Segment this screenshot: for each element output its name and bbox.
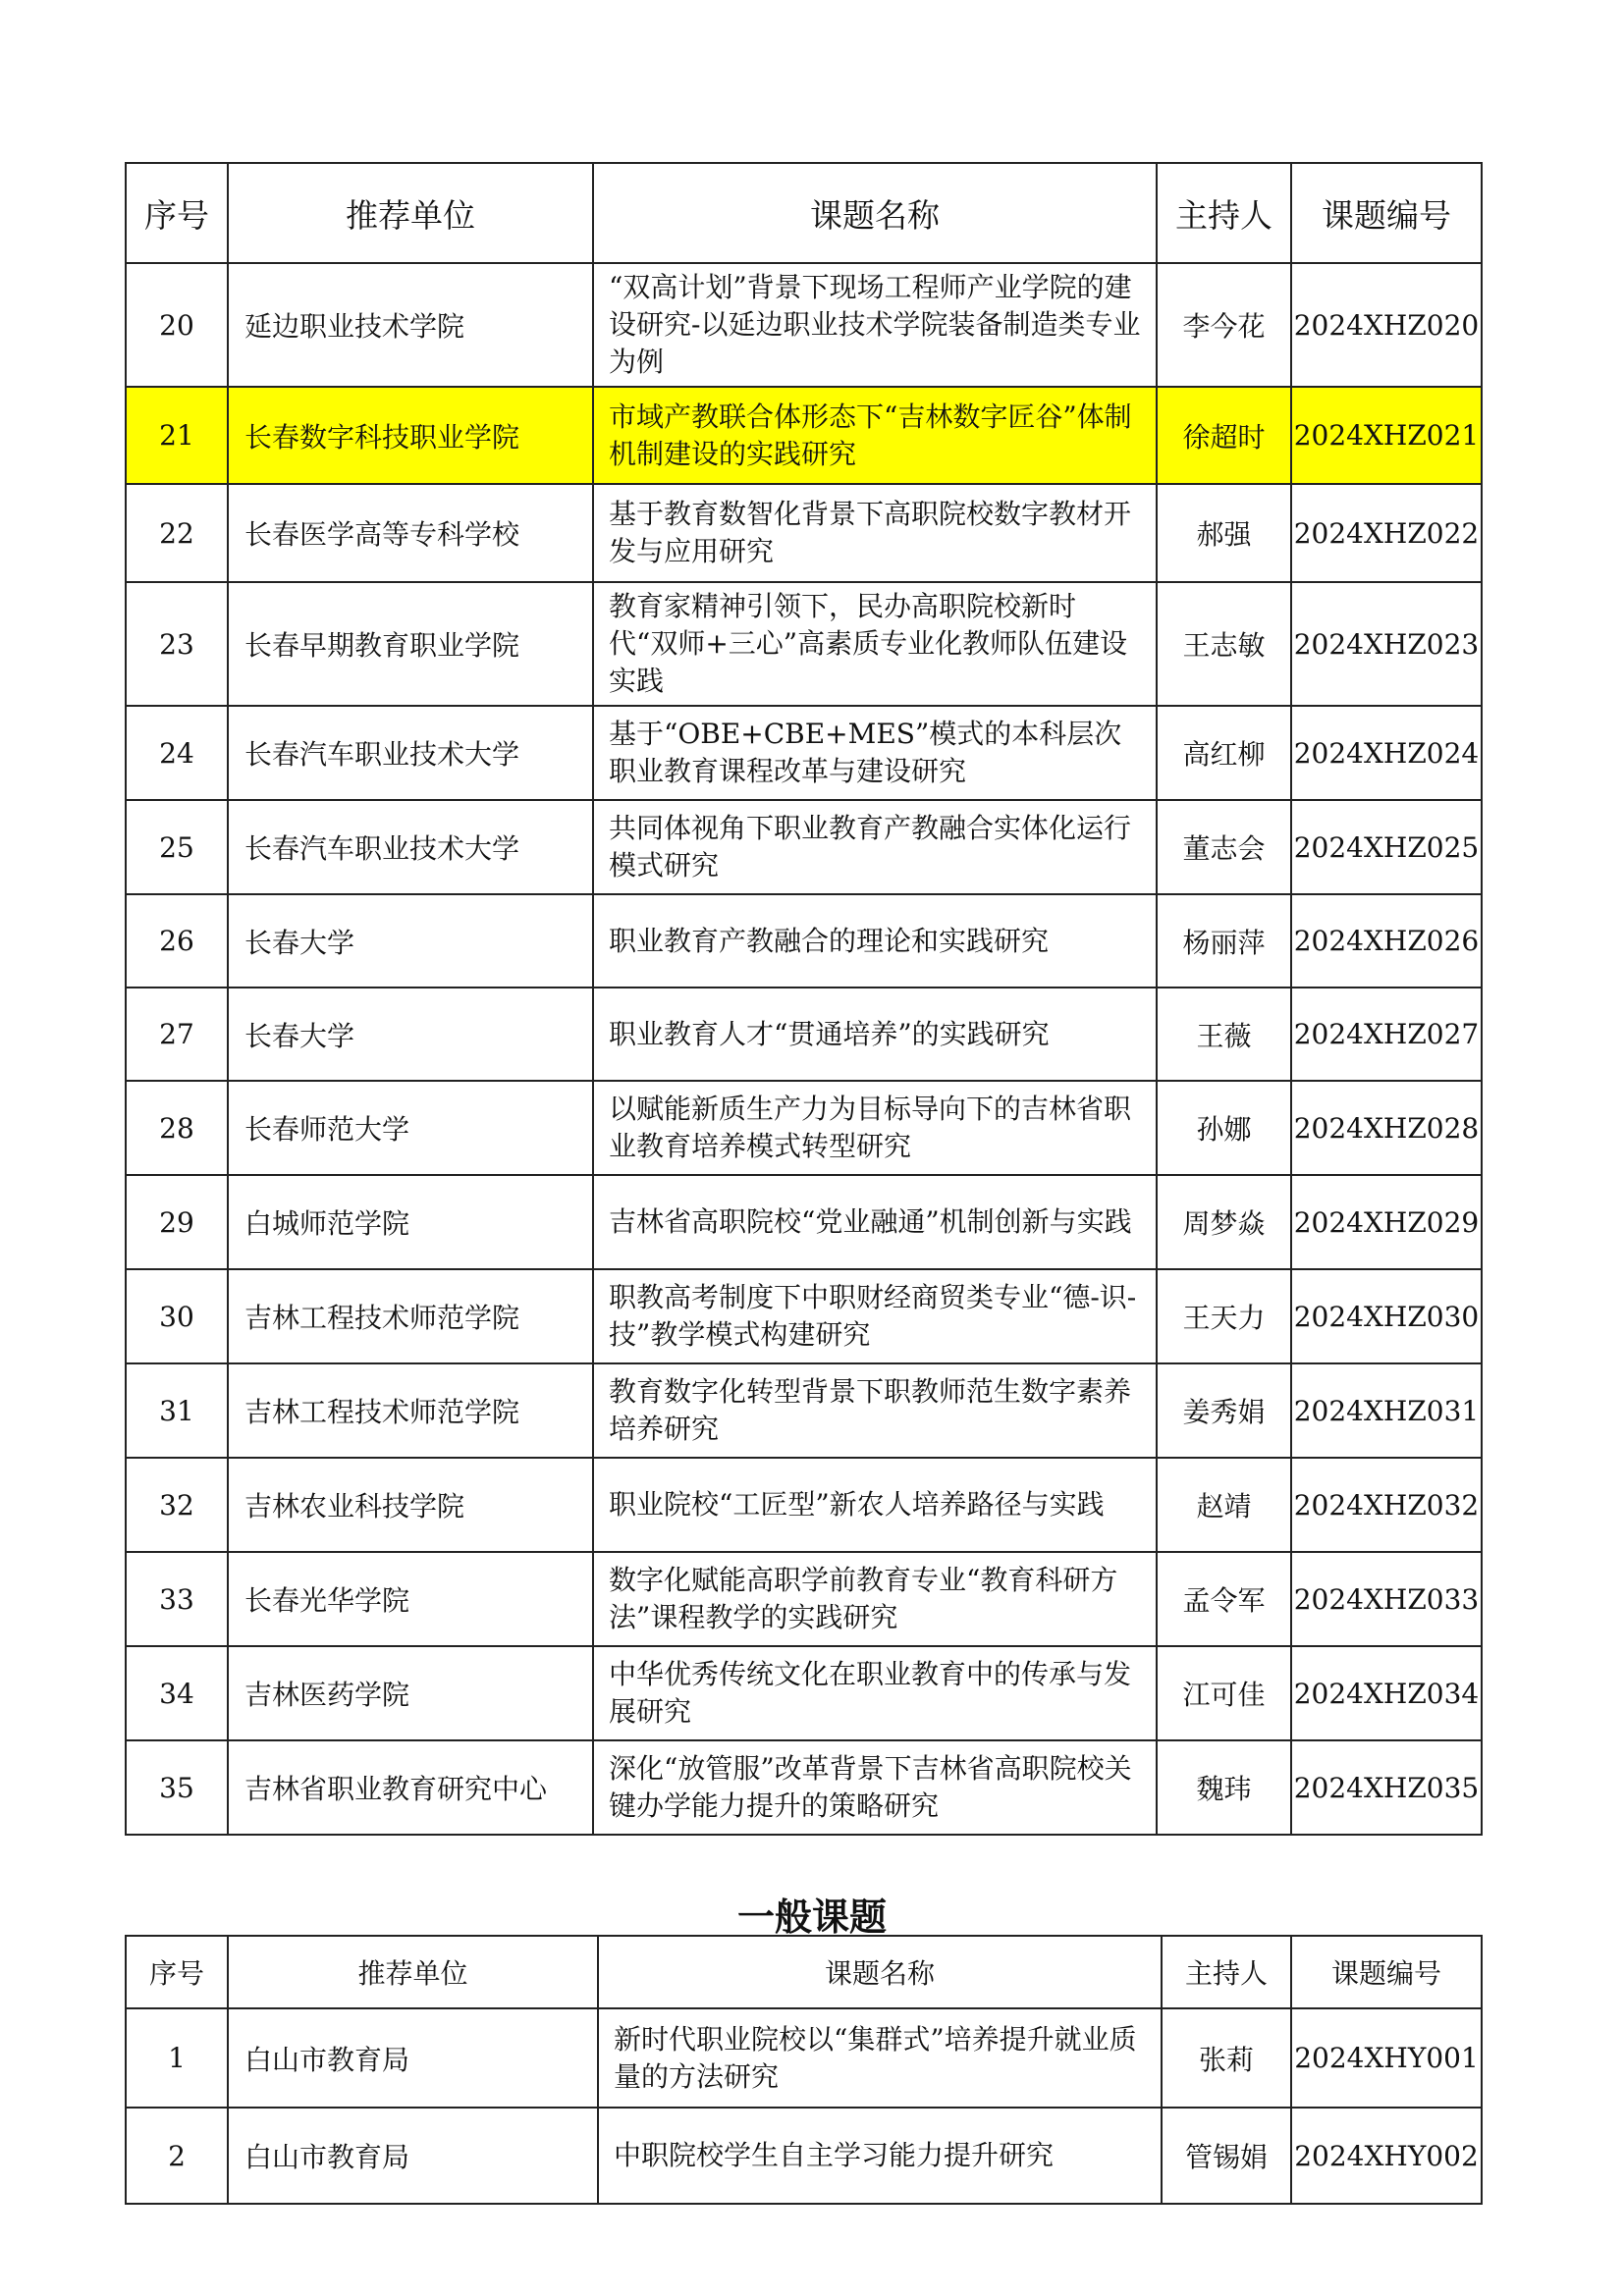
table-header-row: [126, 1936, 1482, 2008]
cell-code: 2024XHZ035: [1291, 1740, 1482, 1835]
header-host: 主持人: [1162, 1936, 1291, 2008]
cell-no: 33: [126, 1552, 228, 1646]
cell-unit: 吉林农业科技学院: [228, 1458, 593, 1552]
table-row: [126, 988, 1482, 1081]
cell-title: 教育数字化转型背景下职教师范生数字素养培养研究: [593, 1363, 1157, 1458]
cell-no: 29: [126, 1175, 228, 1269]
cell-title: “双高计划”背景下现场工程师产业学院的建设研究-以延边职业技术学院装备制造类专业为例: [593, 263, 1157, 387]
cell-title: 中职院校学生自主学习能力提升研究: [598, 2108, 1162, 2204]
cell-host: 张莉: [1162, 2008, 1291, 2108]
cell-code: 2024XHZ029: [1291, 1175, 1482, 1269]
cell-no: 27: [126, 988, 228, 1081]
table-row: [126, 1363, 1482, 1458]
cell-unit: 长春汽车职业技术大学: [228, 706, 593, 800]
cell-unit: 吉林工程技术师范学院: [228, 1363, 593, 1458]
cell-host: 董志会: [1157, 800, 1291, 894]
cell-title: 基于教育数智化背景下高职院校数字教材开发与应用研究: [593, 484, 1157, 582]
table-row: [126, 582, 1482, 706]
cell-host: 王志敏: [1157, 582, 1291, 706]
header-title: 课题名称: [598, 1936, 1162, 2008]
cell-no: 24: [126, 706, 228, 800]
cell-code: 2024XHZ030: [1291, 1269, 1482, 1363]
cell-host: 孙娜: [1157, 1081, 1291, 1175]
cell-unit: 吉林省职业教育研究中心: [228, 1740, 593, 1835]
cell-host: 孟令军: [1157, 1552, 1291, 1646]
cell-code: 2024XHZ024: [1291, 706, 1482, 800]
header-unit: 推荐单位: [228, 163, 593, 263]
cell-no: 20: [126, 263, 228, 387]
cell-host: 郝强: [1157, 484, 1291, 582]
cell-title: 职业教育产教融合的理论和实践研究: [593, 894, 1157, 988]
cell-no: 30: [126, 1269, 228, 1363]
cell-code: 2024XHZ033: [1291, 1552, 1482, 1646]
cell-title: 深化“放管服”改革背景下吉林省高职院校关键办学能力提升的策略研究: [593, 1740, 1157, 1835]
cell-code: 2024XHZ032: [1291, 1458, 1482, 1552]
table-row: [126, 263, 1482, 387]
table-row: [126, 800, 1482, 894]
cell-host: 李今花: [1157, 263, 1291, 387]
header-no: 序号: [126, 1936, 228, 2008]
cell-code: 2024XHZ025: [1291, 800, 1482, 894]
cell-no: 28: [126, 1081, 228, 1175]
cell-unit: 长春光华学院: [228, 1552, 593, 1646]
header-host: 主持人: [1157, 163, 1291, 263]
cell-unit: 长春早期教育职业学院: [228, 582, 593, 706]
cell-code: 2024XHZ031: [1291, 1363, 1482, 1458]
cell-title: 基于“OBE+CBE+MES”模式的本科层次职业教育课程改革与建设研究: [593, 706, 1157, 800]
cell-code: 2024XHZ023: [1291, 582, 1482, 706]
cell-title: 职业教育人才“贯通培养”的实践研究: [593, 988, 1157, 1081]
cell-host: 高红柳: [1157, 706, 1291, 800]
cell-host: 周梦焱: [1157, 1175, 1291, 1269]
cell-no: 23: [126, 582, 228, 706]
table-row: [126, 1552, 1482, 1646]
cell-host: 王天力: [1157, 1269, 1291, 1363]
cell-code: 2024XHZ021: [1291, 387, 1482, 484]
cell-unit: 长春大学: [228, 894, 593, 988]
cell-code: 2024XHY002: [1291, 2108, 1482, 2204]
cell-code: 2024XHZ027: [1291, 988, 1482, 1081]
cell-code: 2024XHZ020: [1291, 263, 1482, 387]
table-row: [126, 387, 1482, 484]
cell-no: 2: [126, 2108, 228, 2204]
general-projects-table: [125, 1935, 1483, 2205]
cell-unit: 长春数字科技职业学院: [228, 387, 593, 484]
table-row: [126, 706, 1482, 800]
cell-unit: 吉林医药学院: [228, 1646, 593, 1740]
table-header-row: [126, 163, 1482, 263]
cell-title: 市域产教联合体形态下“吉林数字匠谷”体制机制建设的实践研究: [593, 387, 1157, 484]
cell-unit: 长春大学: [228, 988, 593, 1081]
table-row: [126, 2108, 1482, 2204]
table-row: [126, 1269, 1482, 1363]
cell-unit: 白山市教育局: [228, 2008, 598, 2108]
header-code: 课题编号: [1291, 163, 1482, 263]
key-projects-table: [125, 162, 1483, 1836]
cell-no: 1: [126, 2008, 228, 2108]
cell-unit: 长春汽车职业技术大学: [228, 800, 593, 894]
cell-no: 22: [126, 484, 228, 582]
cell-host: 姜秀娟: [1157, 1363, 1291, 1458]
table-row: [126, 2008, 1482, 2108]
table-row: [126, 1740, 1482, 1835]
cell-unit: 延边职业技术学院: [228, 263, 593, 387]
table-row: [126, 894, 1482, 988]
cell-title: 数字化赋能高职学前教育专业“教育科研方法”课程教学的实践研究: [593, 1552, 1157, 1646]
cell-code: 2024XHZ034: [1291, 1646, 1482, 1740]
cell-title: 职教高考制度下中职财经商贸类专业“德-识-技”教学模式构建研究: [593, 1269, 1157, 1363]
cell-title: 教育家精神引领下，民办高职院校新时代“双师+三心”高素质专业化教师队伍建设实践: [593, 582, 1157, 706]
cell-no: 21: [126, 387, 228, 484]
cell-unit: 白城师范学院: [228, 1175, 593, 1269]
cell-code: 2024XHY001: [1291, 2008, 1482, 2108]
table-row: [126, 484, 1482, 582]
header-code: 课题编号: [1291, 1936, 1482, 2008]
cell-code: 2024XHZ026: [1291, 894, 1482, 988]
cell-no: 25: [126, 800, 228, 894]
cell-host: 杨丽萍: [1157, 894, 1291, 988]
cell-code: 2024XHZ028: [1291, 1081, 1482, 1175]
table-row: [126, 1175, 1482, 1269]
table-row: [126, 1646, 1482, 1740]
cell-no: 35: [126, 1740, 228, 1835]
cell-title: 新时代职业院校以“集群式”培养提升就业质量的方法研究: [598, 2008, 1162, 2108]
cell-host: 王薇: [1157, 988, 1291, 1081]
cell-title: 中华优秀传统文化在职业教育中的传承与发展研究: [593, 1646, 1157, 1740]
cell-no: 31: [126, 1363, 228, 1458]
cell-no: 34: [126, 1646, 228, 1740]
cell-title: 吉林省高职院校“党业融通”机制创新与实践: [593, 1175, 1157, 1269]
table-row: [126, 1081, 1482, 1175]
header-title: 课题名称: [593, 163, 1157, 263]
cell-host: 管锡娟: [1162, 2108, 1291, 2204]
cell-unit: 长春医学高等专科学校: [228, 484, 593, 582]
cell-title: 共同体视角下职业教育产教融合实体化运行模式研究: [593, 800, 1157, 894]
header-unit: 推荐单位: [228, 1936, 598, 2008]
cell-unit: 吉林工程技术师范学院: [228, 1269, 593, 1363]
cell-host: 魏玮: [1157, 1740, 1291, 1835]
cell-code: 2024XHZ022: [1291, 484, 1482, 582]
table-row: [126, 1458, 1482, 1552]
cell-no: 32: [126, 1458, 228, 1552]
cell-title: 以赋能新质生产力为目标导向下的吉林省职业教育培养模式转型研究: [593, 1081, 1157, 1175]
section-title-general-projects: 一般课题: [736, 1896, 887, 1939]
header-no: 序号: [126, 163, 228, 263]
cell-host: 江可佳: [1157, 1646, 1291, 1740]
cell-no: 26: [126, 894, 228, 988]
cell-title: 职业院校“工匠型”新农人培养路径与实践: [593, 1458, 1157, 1552]
cell-host: 赵靖: [1157, 1458, 1291, 1552]
cell-host: 徐超时: [1157, 387, 1291, 484]
cell-unit: 白山市教育局: [228, 2108, 598, 2204]
cell-unit: 长春师范大学: [228, 1081, 593, 1175]
